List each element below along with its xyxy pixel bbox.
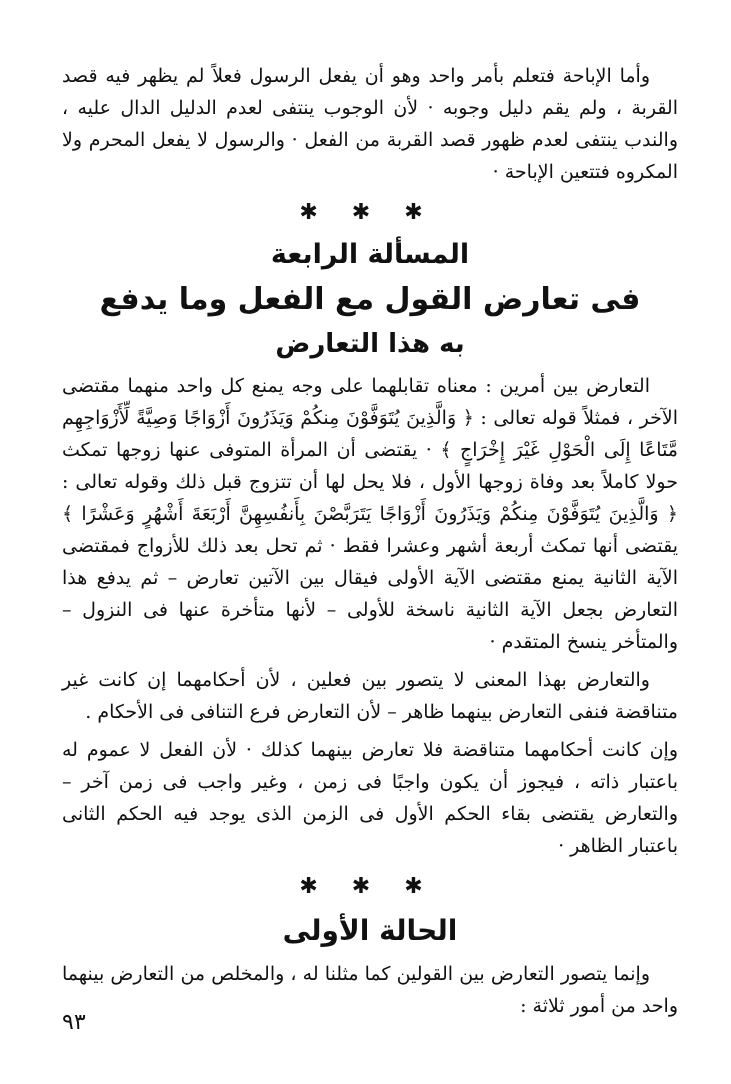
separator-stars-2 (62, 866, 678, 908)
paragraph-qawlain: وإنما يتصور التعارض بين القولين كما مثلنا له ، والمخلص من التعارض بينهما واحد من أمور ثلاثة : (62, 963, 678, 1017)
case-title: الحالة الأولى (282, 914, 458, 947)
section-title-line2: فى تعارض القول مع الفعل وما يدفع (99, 282, 641, 317)
separator-stars-1 (62, 192, 678, 234)
star-icon: ✱ (404, 874, 441, 899)
section-title-line1: المسألة الرابعة (270, 239, 470, 270)
paragraph-fi3lain: والتعارض بهذا المعنى لا يتصور بين فعلين ، لأن أحكامهما إن كانت غير متناقضة فنفى التعارض بينهما ظاهر – لأن التعارض فرع التنافى فى الأحكام . (62, 669, 678, 723)
page-number: ٩٣ (62, 1010, 86, 1035)
star-icon: ✱ (404, 200, 441, 225)
paragraph-munaqada: وإن كانت أحكامهما متناقضة فلا تعارض بينهما كذلك · لأن الفعل لا عموم له باعتبار ذاته ، فيجوز أن يكون واجبًا فى زمن ، وغير واجب فى زمن آخر – والتعارض يقتضى بقاء الحكم الأول فى الزمن الذى يوجد فيه الحكم الثانى باعتبار الظاهر · (62, 739, 678, 857)
section-title-line3: به هذا التعارض (275, 329, 465, 359)
paragraph-ibaha: وأما الإباحة فتعلم بأمر واحد وهو أن يفعل الرسول فعلاً لم يظهر فيه قصد القربة ، ولم يقم دليل وجوبه · لأن الوجوب ينتفى لعدم الدليل الدال عليه ، والندب ينتفى لعدم ظهور قصد القربة من الفعل · والرسول لا يفعل المحرم ولا المكروه فتتعين الإباحة · (62, 65, 678, 183)
star-icon: ✱ (299, 874, 336, 899)
star-icon: ✱ (351, 200, 389, 225)
star-icon: ✱ (351, 874, 389, 899)
book-page (62, 60, 678, 1022)
star-icon: ✱ (299, 200, 336, 225)
paragraph-taarud-definition: التعارض بين أمرين : معناه تقابلهما على وجه يمنع كل واحد منهما مقتضى الآخر ، فمثلاً قوله تعالى : ﴿ وَالَّذِينَ يُتَوَفَّوْنَ مِنكُمْ وَيَذَرُونَ أَزْوَاجًا وَصِيَّةً لِّأَزْوَاجِهِم مَّتَاعًا إِلَى الْحَوْلِ غَيْرَ إِخْرَاجٍ ﴾ · يقتضى أن المرأة المتوفى عنها زوجها تمكث حولا كاملاً بعد وفاة زوجها الأول ، فلا يحل لها أن تتزوج قبل ذلك وقوله تعالى : ﴿ وَالَّذِينَ يُتَوَفَّوْنَ مِنكُمْ وَيَذَرُونَ أَزْوَاجًا يَتَرَبَّصْنَ بِأَنفُسِهِنَّ أَرْبَعَةَ أَشْهُرٍ وَعَشْرًا ﴾ يقتضى أنها تمكث أربعة أشهر وعشرا فقط · ثم تحل بعد ذلك للأزواج فمقتضى الآية الثانية يمنع مقتضى الآية الأولى فيقال بين الآتين تعارض – ثم يدفع هذا التعارض بجعل الآية الثانية ناسخة للأولى – لأنها متأخرة عنها فى النزول – والمتأخر ينسخ المتقدم · (62, 375, 678, 653)
